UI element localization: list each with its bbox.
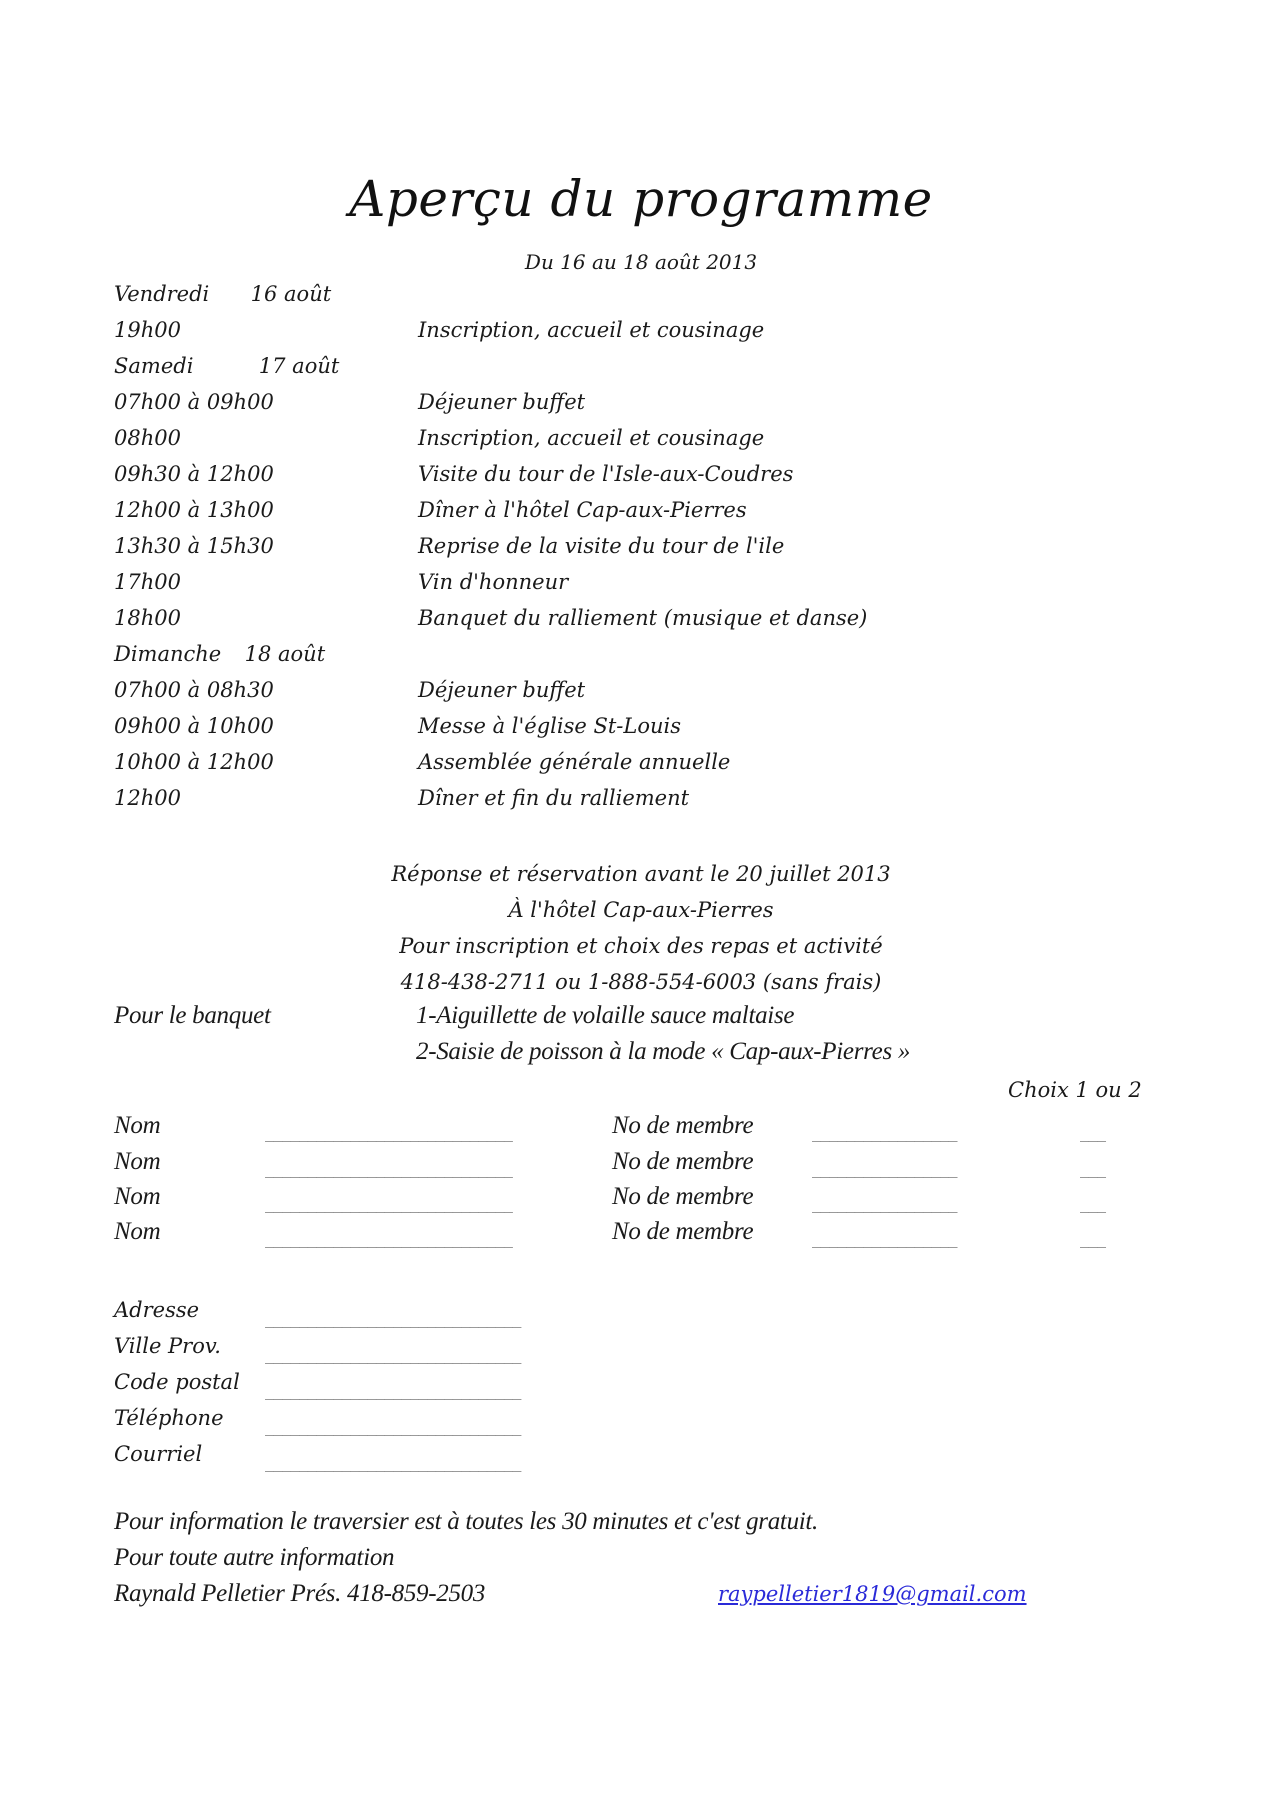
member-number-label: No de membre (612, 1112, 754, 1139)
name-field[interactable]: _____________________________ (265, 1230, 513, 1248)
date-range-subtitle: Du 16 au 18 août 2013 (524, 250, 758, 274)
reservation-deadline: Réponse et réservation avant le 20 juillet 2013 (391, 862, 891, 886)
event-activity: Reprise de la visite du tour de l'ile (418, 534, 785, 558)
day-name: Vendredi (114, 282, 210, 306)
phone-label: Téléphone (114, 1406, 224, 1430)
city-province-field[interactable]: ______________________________ (265, 1346, 521, 1364)
page-title: Aperçu du programme (349, 170, 933, 228)
member-number-label: No de membre (612, 1183, 754, 1210)
event-time: 07h00 à 08h30 (114, 678, 274, 702)
event-time: 18h00 (114, 606, 181, 630)
email-field[interactable]: ______________________________ (265, 1454, 521, 1472)
name-label: Nom (114, 1112, 161, 1139)
meal-choice-field[interactable]: ___ (1080, 1230, 1106, 1248)
reservation-hotel: À l'hôtel Cap-aux-Pierres (508, 898, 774, 922)
schedule-day-row (114, 642, 325, 666)
member-number-field[interactable]: _________________ (812, 1124, 958, 1142)
day-date: 16 août (250, 282, 332, 306)
member-number-field[interactable]: _________________ (812, 1230, 958, 1248)
contact-person: Raynald Pelletier Prés. 418-859-2503 (114, 1580, 486, 1607)
day-name: Samedi (114, 354, 194, 378)
event-time: 12h00 à 13h00 (114, 498, 274, 522)
more-info: Pour toute autre information (114, 1544, 395, 1571)
event-time: 19h00 (114, 318, 181, 342)
event-activity: Déjeuner buffet (418, 678, 586, 702)
choice-header: Choix 1 ou 2 (1008, 1078, 1142, 1102)
name-label: Nom (114, 1148, 161, 1175)
contact-email-link[interactable]: raypelletier1819@gmail.com (718, 1582, 1027, 1606)
event-activity: Messe à l'église St-Louis (418, 714, 681, 738)
schedule-day-row (114, 282, 331, 306)
member-number-field[interactable]: _________________ (812, 1195, 958, 1213)
event-activity: Assemblée générale annuelle (418, 750, 731, 774)
event-activity: Inscription, accueil et cousinage (418, 318, 765, 342)
day-name: Dimanche (114, 642, 222, 666)
name-field[interactable]: _____________________________ (265, 1160, 513, 1178)
postal-code-field[interactable]: ______________________________ (265, 1382, 521, 1400)
meal-choice-field[interactable]: ___ (1080, 1195, 1106, 1213)
meal-choice-field[interactable]: ___ (1080, 1160, 1106, 1178)
ferry-info: Pour information le traversier est à toutes les 30 minutes et c'est gratuit. (114, 1508, 819, 1535)
meal-choice-field[interactable]: ___ (1080, 1124, 1106, 1142)
banquet-option-1: 1-Aiguillette de volaille sauce maltaise (416, 1002, 795, 1029)
member-number-label: No de membre (612, 1148, 754, 1175)
event-activity: Dîner et fin du ralliement (418, 786, 690, 810)
name-label: Nom (114, 1218, 161, 1245)
day-date: 17 août (258, 354, 340, 378)
event-activity: Vin d'honneur (418, 570, 569, 594)
name-label: Nom (114, 1183, 161, 1210)
event-time: 13h30 à 15h30 (114, 534, 274, 558)
schedule-day-row (114, 354, 339, 378)
event-activity: Banquet du ralliement (musique et danse) (418, 606, 868, 630)
postal-code-label: Code postal (114, 1370, 240, 1394)
banquet-option-2: 2-Saisie de poisson à la mode « Cap-aux-Pierres » (416, 1038, 911, 1065)
email-label: Courriel (114, 1442, 203, 1466)
reservation-purpose: Pour inscription et choix des repas et activité (399, 934, 883, 958)
event-time: 09h00 à 10h00 (114, 714, 274, 738)
reservation-phone: 418-438-2711 ou 1-888-554-6003 (sans frais) (400, 970, 882, 994)
event-time: 09h30 à 12h00 (114, 462, 274, 486)
event-activity: Inscription, accueil et cousinage (418, 426, 765, 450)
day-date: 18 août (244, 642, 326, 666)
address-label: Adresse (114, 1298, 200, 1322)
address-field[interactable]: ______________________________ (265, 1310, 521, 1328)
event-time: 08h00 (114, 426, 181, 450)
member-number-label: No de membre (612, 1218, 754, 1245)
event-activity: Dîner à l'hôtel Cap-aux-Pierres (418, 498, 747, 522)
event-activity: Déjeuner buffet (418, 390, 586, 414)
event-time: 07h00 à 09h00 (114, 390, 274, 414)
phone-field[interactable]: ______________________________ (265, 1418, 521, 1436)
event-time: 12h00 (114, 786, 181, 810)
name-field[interactable]: _____________________________ (265, 1124, 513, 1142)
member-number-field[interactable]: _________________ (812, 1160, 958, 1178)
banquet-label: Pour le banquet (114, 1002, 271, 1029)
name-field[interactable]: _____________________________ (265, 1195, 513, 1213)
event-time: 17h00 (114, 570, 181, 594)
event-time: 10h00 à 12h00 (114, 750, 274, 774)
event-activity: Visite du tour de l'Isle-aux-Coudres (418, 462, 794, 486)
city-province-label: Ville Prov. (114, 1334, 221, 1358)
